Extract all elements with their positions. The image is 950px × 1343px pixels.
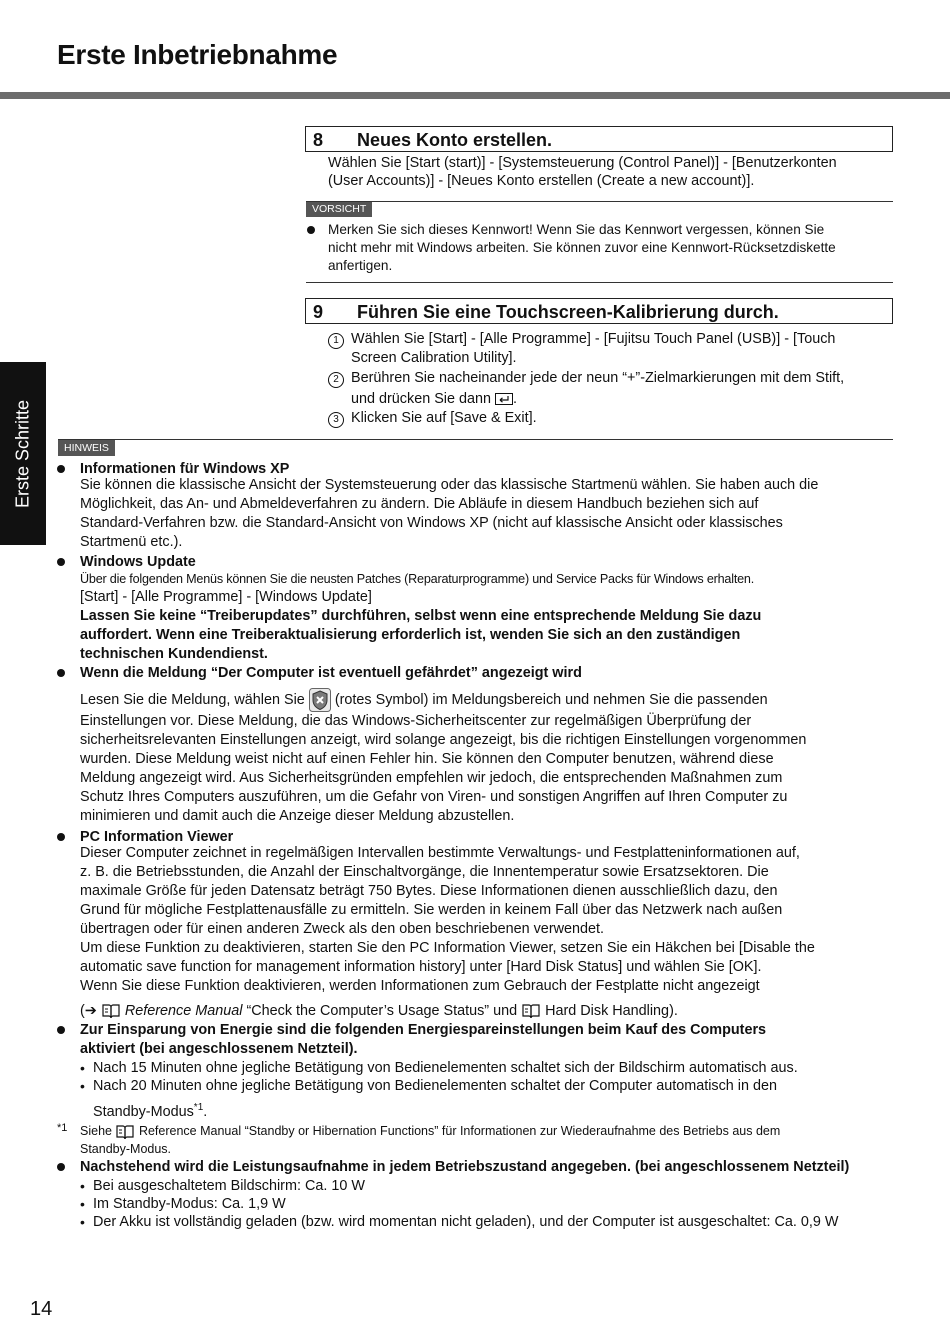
update-heading: Windows Update: [80, 554, 196, 570]
power-bullet-1: Bei ausgeschaltetem Bildschirm: Ca. 10 W: [93, 1178, 365, 1194]
energy-heading-2: aktiviert (bei angeschlossenem Netzteil).: [80, 1041, 358, 1057]
side-tab-label: Erste Schritte: [12, 399, 33, 508]
side-tab: [0, 362, 46, 545]
step-9-item-2-line-1: Berühren Sie nacheinander jede der neun “+”-Zielmarkierungen mit dem Stift,: [351, 370, 845, 386]
note-label: HINWEIS: [58, 440, 115, 456]
page-title: Erste Inbetriebnahme: [57, 39, 338, 70]
pciv-ref-mid: “Check the Computer’s Usage Status” und: [246, 1003, 518, 1019]
power-dot-2: •: [80, 1196, 85, 1212]
energy-dot-2: •: [80, 1078, 85, 1094]
pciv-line-6: Um diese Funktion zu deaktivieren, starten Sie den PC Information Viewer, setzen Sie ein Häkchen bei [Disable the: [80, 940, 815, 956]
update-bold-3: technischen Kundendienst.: [80, 646, 268, 662]
power-dot-3: •: [80, 1214, 85, 1230]
caution-line-2: nicht mehr mit Windows arbeiten. Sie können zuvor eine Kennwort-Rücksetzdiskette: [328, 240, 836, 255]
pciv-line-1: Dieser Computer zeichnet in regelmäßigen Intervallen bestimmte Verwaltungs- und Festplatteninformationen auf,: [80, 845, 800, 861]
step-9-item-1-line-1: Wählen Sie [Start] - [Alle Programme] - [Fujitsu Touch Panel (USB)] - [Touch: [351, 331, 836, 347]
energy-standby-end: .: [203, 1103, 208, 1120]
energy-standby-line: [93, 1098, 207, 1122]
caution-bottom-rule: [306, 282, 893, 283]
pciv-bullet: [57, 833, 65, 841]
xp-line-4: Startmenü etc.).: [80, 534, 183, 550]
pciv-line-7: automatic save function for management information history] unter [Hard Disk Status] und wählen Sie [OK].: [80, 959, 762, 975]
warning-bullet: [57, 669, 65, 677]
step-8-line-1: Wählen Sie [Start (start)] - [Systemsteuerung (Control Panel)] - [Benutzerkonten: [328, 155, 837, 171]
warning-line-2: sicherheitsrelevanten Einstellungen anzeigt, wird solange angezeigt, bis die richtigen Einstellungen vorgenommen: [80, 732, 807, 748]
update-small-line: Über die folgenden Menüs können Sie die neusten Patches (Reparaturprogramme) und Service Packs für Windows erhalten.: [80, 572, 755, 586]
step-9-item-2: [328, 369, 845, 388]
caution-bullet: [307, 226, 315, 234]
pciv-line-5: übertragen oder für einen anderen Zweck als den oben beschriebenen verwendet.: [80, 921, 605, 937]
energy-bullet-1: Nach 15 Minuten ohne jegliche Betätigung von Bedienelementen schaltet sich der Bildschirm automatisch aus.: [93, 1060, 798, 1076]
warning-first-pre: Lesen Sie die Meldung, wählen Sie: [80, 692, 305, 708]
step-9-item-3: [328, 409, 537, 428]
power-bullet: [57, 1163, 65, 1171]
pciv-heading: PC Information Viewer: [80, 829, 234, 845]
energy-heading-1: Zur Einsparung von Energie sind die folgenden Energiespareinstellungen beim Kauf des Computers: [80, 1022, 767, 1038]
enter-key-icon: [495, 393, 513, 405]
step-9-number: 9: [313, 302, 324, 322]
pciv-ref-manual: Reference Manual: [124, 1003, 243, 1019]
xp-line-3: Standard-Verfahren bzw. die Standard-Ansicht von Windows XP (nicht auf klassische Ansicht oder klassisches: [80, 515, 783, 531]
xp-bullet: [57, 465, 65, 473]
xp-line-2: Möglichkeit, das An- und Abmeldeverfahren zu ändern. Die Abläufe in diesem Handbuch beziehen sich auf: [80, 496, 759, 512]
reference-manual-icon-3: [115, 1123, 135, 1141]
footnote-line-1: [80, 1122, 780, 1141]
step-9-heading-box: [305, 298, 893, 324]
warning-first-line: [80, 688, 768, 712]
step-8-heading-box: [305, 126, 893, 152]
step-8-heading: Neues Konto erstellen.: [357, 130, 553, 150]
step-9-item-1: [328, 330, 836, 349]
pciv-line-8: Wenn Sie diese Funktion deaktivieren, werden Informationen zum Gebrauch der Festplatte nicht angezeigt: [80, 978, 760, 994]
caution-label: VORSICHT: [306, 201, 372, 217]
step-9-item-2-line-2: und drücken Sie dann: [351, 391, 492, 407]
marker-1: 1: [328, 333, 344, 349]
footnote-pre: Siehe: [80, 1124, 112, 1138]
warning-line-6: minimieren und damit auch die Anzeige dieser Meldung abzustellen.: [80, 808, 515, 824]
pciv-line-4: Grund für mögliche Festplattenausfälle zu ermitteln. Sie werden in keinem Fall über das Netzwerk nach außen: [80, 902, 783, 918]
energy-dot-1: •: [80, 1060, 85, 1076]
warning-line-3: wurden. Diese Meldung weist nicht auf einen Fehler hin. Sie können den Computer benutzen, während diese: [80, 751, 774, 767]
pciv-ref-end: Hard Disk Handling).: [545, 1003, 678, 1019]
step-9-item-2-line-2-wrap: [351, 390, 517, 409]
step-8-number: 8: [313, 130, 324, 150]
xp-heading: Informationen für Windows XP: [80, 461, 290, 477]
security-shield-icon: [309, 688, 331, 712]
pciv-ref-open: (: [80, 1003, 85, 1019]
update-bold-1: Lassen Sie keine “Treiberupdates” durchführen, selbst wenn eine entsprechende Meldung Sie dazu: [80, 608, 762, 624]
update-bullet: [57, 558, 65, 566]
step-8-line-2: (User Accounts)] - [Neues Konto erstellen (Create a new account)].: [328, 173, 755, 189]
energy-bullet-2: Nach 20 Minuten ohne jegliche Betätigung von Bedienelementen schaltet der Computer automatisch in den: [93, 1078, 777, 1094]
step-9-item-1-line-2: Screen Calibration Utility].: [351, 350, 517, 366]
power-bullet-2: Im Standby-Modus: Ca. 1,9 W: [93, 1196, 286, 1212]
power-bullet-3: Der Akku ist vollständig geladen (bzw. wird momentan nicht geladen), und der Computer ist ausgeschaltet: Ca. 0,9 W: [93, 1214, 839, 1230]
warning-line-1: Einstellungen vor. Diese Meldung, die das Windows-Sicherheitscenter zur regelmäßigen Überprüfung der: [80, 713, 752, 729]
warning-line-4: Meldung angezeigt wird. Aus Sicherheitsgründen empfehlen wir jedoch, die entsprechenden Maßnahmen zum: [80, 770, 783, 786]
footnote-mark: *1: [57, 1122, 68, 1134]
reference-manual-icon: [101, 1002, 121, 1020]
power-dot-1: •: [80, 1178, 85, 1194]
xp-line-1: Sie können die klassische Ansicht der Systemsteuerung oder das klassische Startmenü wählen. Sie haben auch die: [80, 477, 819, 493]
pciv-line-3: maximale Größe für jeden Datensatz beträgt 750 Bytes. Diese Informationen dienen ausschließlich dazu, den: [80, 883, 778, 899]
caution-line-3: anfertigen.: [328, 258, 393, 273]
footnote-text: Reference Manual “Standby or Hibernation Functions” für Informationen zur Wiederaufnahme des Betriebs aus dem: [138, 1124, 781, 1138]
warning-first-post: (rotes Symbol) im Meldungsbereich und nehmen Sie die passenden: [334, 692, 768, 708]
update-bold-2: auffordert. Wenn eine Treiberaktualisierung erforderlich ist, wenden Sie sich an den zuständigen: [80, 627, 741, 643]
arrow-right-icon: ➔: [84, 1003, 97, 1019]
warning-heading: Wenn die Meldung “Der Computer ist eventuell gefährdet” angezeigt wird: [80, 665, 582, 681]
note-rule: [58, 439, 893, 440]
caution-line-1: Merken Sie sich dieses Kennwort! Wenn Sie das Kennwort vergessen, können Sie: [328, 222, 825, 237]
pciv-reference-line: [80, 1000, 678, 1022]
pciv-line-2: z. B. die Betriebsstunden, die Anzahl der Einschaltvorgänge, die Innentemperatur sowie Ersatzsektoren. Die: [80, 864, 769, 880]
energy-standby-text: Standby-Modus: [93, 1103, 194, 1120]
page-number: 14: [30, 1298, 53, 1320]
marker-2: 2: [328, 372, 344, 388]
step-9-item-3-line-1: Klicken Sie auf [Save & Exit].: [351, 410, 537, 426]
step-9-item-2-suffix: .: [513, 391, 518, 407]
footnote-line-2: Standby-Modus.: [80, 1142, 172, 1156]
caution-rule: [306, 201, 893, 202]
step-9-heading: Führen Sie eine Touchscreen-Kalibrierung durch.: [357, 302, 779, 322]
energy-bullet: [57, 1026, 65, 1034]
power-heading: Nachstehend wird die Leistungsaufnahme in jedem Betriebszustand angegeben. (bei angeschlossenem Netzteil): [80, 1159, 850, 1175]
marker-3: 3: [328, 412, 344, 428]
warning-line-5: Schutz Ihres Computers auszuführen, um die Gefahr von Viren- und sonstigen Angriffen auf Ihren Computer zu: [80, 789, 788, 805]
header-rule: [0, 92, 950, 99]
update-menu-line: [Start] - [Alle Programme] - [Windows Update]: [80, 589, 372, 605]
energy-standby-sup: *1: [193, 1102, 204, 1113]
reference-manual-icon-2: [521, 1002, 541, 1020]
